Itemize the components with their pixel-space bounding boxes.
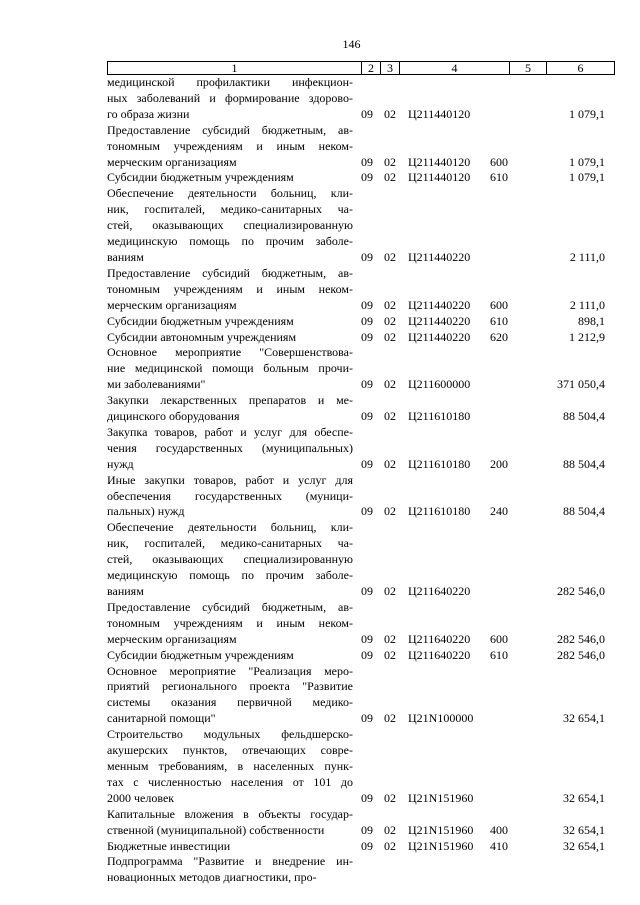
target-article-code: Ц211640220 (408, 584, 471, 599)
subsection-code: 02 (384, 822, 396, 837)
section-code: 09 (361, 329, 373, 344)
target-article-code: Ц211440220 (408, 249, 471, 264)
table-row (107, 266, 607, 314)
section-code: 09 (361, 631, 373, 646)
description-line: Предоставление субсидий бюджетным, ав- (107, 122, 353, 137)
description-line: Предоставление субсидий бюджетным, ав- (107, 599, 353, 614)
target-article-code: Ц211440120 (408, 170, 471, 185)
amount: 88 504,4 (563, 504, 605, 519)
description-line: Капитальные вложения в объекты государ- (107, 806, 353, 821)
description-line: тах с численностью населения от 101 до (107, 774, 353, 789)
description-line: тономным учреждениям и иным неком- (107, 615, 353, 630)
expense-type-code: 600 (490, 297, 508, 312)
row-codes (107, 457, 607, 473)
header-col-2: 2 (362, 62, 381, 75)
amount: 32 654,1 (563, 790, 605, 805)
section-code: 09 (361, 822, 373, 837)
row-codes (107, 648, 607, 664)
section-code: 09 (361, 504, 373, 519)
subsection-code: 02 (384, 297, 396, 312)
amount: 1 079,1 (569, 154, 605, 169)
amount: 282 546,0 (557, 647, 605, 662)
section-code: 09 (361, 647, 373, 662)
table-row (107, 393, 607, 425)
description-line: Подпрограмма "Развитие и внедрение ин- (107, 854, 353, 869)
description-line: Субсидии бюджетным учреждениям (107, 647, 294, 662)
amount: 32 654,1 (563, 711, 605, 726)
target-article-code: Ц21N151960 (408, 790, 474, 805)
row-codes (107, 377, 607, 393)
table-row (107, 123, 607, 171)
amount: 1 079,1 (569, 170, 605, 185)
amount: 88 504,4 (563, 409, 605, 424)
subsection-code: 02 (384, 711, 396, 726)
header-col-4: 4 (400, 62, 510, 75)
description-line: Обеспечение деятельности больниц, кли- (107, 520, 353, 535)
description-line: системы оказания первичной медико- (107, 695, 353, 710)
description-line: ственной (муниципальной) собственности (107, 822, 325, 837)
table-row (107, 600, 607, 648)
section-code: 09 (361, 711, 373, 726)
amount: 282 546,0 (557, 584, 605, 599)
subsection-code: 02 (384, 647, 396, 662)
description-line: стей, оказывающих специализированную (107, 218, 353, 233)
subsection-code: 02 (384, 456, 396, 471)
table-row (107, 345, 607, 393)
table-body (107, 75, 607, 886)
description-line: 2000 человек (107, 790, 175, 805)
description-line: Закупки лекарственных препаратов и ме- (107, 393, 353, 408)
subsection-code: 02 (384, 249, 396, 264)
amount: 2 111,0 (569, 297, 605, 312)
expense-type-code: 600 (490, 154, 508, 169)
description-line: стей, оказывающих специализированную (107, 552, 353, 567)
description-line: дицинского оборудования (107, 409, 240, 424)
table-row (107, 520, 607, 600)
target-article-code: Ц211610180 (408, 409, 471, 424)
description-line: обеспечения государственных (муници- (107, 488, 353, 503)
table-row (107, 839, 607, 855)
expense-type-code: 200 (490, 456, 508, 471)
description-line: медицинскую помощь по прочим заболе- (107, 234, 353, 249)
subsection-code: 02 (384, 790, 396, 805)
target-article-code: Ц211440220 (408, 297, 471, 312)
expense-type-code: 600 (490, 631, 508, 646)
row-codes (107, 155, 607, 171)
description-line: мерческим организациям (107, 631, 237, 646)
description-line: санитарной помощи" (107, 711, 216, 726)
description-line: пальных) нужд (107, 504, 185, 519)
table-row (107, 425, 607, 473)
target-article-code: Ц211440220 (408, 329, 471, 344)
subsection-code: 02 (384, 631, 396, 646)
description-line: ник, госпиталей, медико-санитарных ча- (107, 202, 353, 217)
description-line: ных заболеваний и формирование здорово- (107, 90, 353, 105)
target-article-code: Ц211640220 (408, 631, 471, 646)
table-row (107, 186, 607, 266)
section-code: 09 (361, 584, 373, 599)
description-line: Закупка товаров, работ и услуг для обеспе- (107, 424, 353, 439)
expense-type-code: 610 (490, 313, 508, 328)
section-code: 09 (361, 249, 373, 264)
subsection-code: 02 (384, 313, 396, 328)
description-line: мерческим организациям (107, 297, 237, 312)
target-article-code: Ц211610180 (408, 456, 471, 471)
subsection-code: 02 (384, 838, 396, 853)
row-codes (107, 298, 607, 314)
expense-type-code: 610 (490, 647, 508, 662)
table-row (107, 664, 607, 728)
table-row (107, 330, 607, 346)
section-code: 09 (361, 456, 373, 471)
table-row (107, 807, 607, 839)
description-line: Субсидии автономным учреждениям (107, 329, 297, 344)
subsection-code: 02 (384, 504, 396, 519)
description-line: акушерских пунктов, отвечающих совре- (107, 743, 353, 758)
description-line: нужд (107, 456, 134, 471)
target-article-code: Ц211440120 (408, 106, 471, 121)
page-number: 146 (342, 37, 361, 51)
subsection-code: 02 (384, 377, 396, 392)
row-codes (107, 839, 607, 855)
description-line: го образа жизни (107, 106, 190, 121)
description-line: ваниям (107, 584, 144, 598)
row-codes (107, 409, 607, 425)
row-codes (107, 250, 607, 266)
subsection-code: 02 (384, 106, 396, 121)
expense-type-code: 410 (490, 838, 508, 853)
amount: 32 654,1 (563, 838, 605, 853)
amount: 32 654,1 (563, 822, 605, 837)
header-row (108, 62, 615, 75)
description-line: ваниям (107, 249, 144, 264)
section-code: 09 (361, 297, 373, 312)
table-row (107, 854, 607, 886)
section-code: 09 (361, 377, 373, 392)
section-code: 09 (361, 790, 373, 805)
row-codes (107, 330, 607, 346)
table-row (107, 170, 607, 186)
amount: 1 079,1 (569, 106, 605, 121)
table-row (107, 727, 607, 807)
header-col-3: 3 (381, 62, 400, 75)
section-code: 09 (361, 106, 373, 121)
subsection-code: 02 (384, 154, 396, 169)
description-line: новационных методов диагностики, про- (107, 870, 317, 885)
description-line: медицинскую помощь по прочим заболе- (107, 568, 353, 583)
table-row (107, 473, 607, 521)
description-line: ми заболеваниями" (107, 377, 206, 392)
row-codes (107, 711, 607, 727)
table-row (107, 648, 607, 664)
target-article-code: Ц211600000 (408, 377, 471, 392)
amount: 282 546,0 (557, 631, 605, 646)
table-row (107, 75, 607, 123)
row-codes (107, 870, 607, 886)
target-article-code: Ц211440120 (408, 154, 471, 169)
amount: 2 111,0 (569, 249, 605, 264)
row-codes (107, 791, 607, 807)
description-line: чения государственных (муниципальных) (107, 440, 353, 455)
header-col-5: 5 (510, 62, 547, 75)
table-row (107, 314, 607, 330)
target-article-code: Ц211610180 (408, 504, 471, 519)
description-line: Иные закупки товаров, работ и услуг для (107, 472, 353, 487)
description-line: Субсидии бюджетным учреждениям (107, 313, 294, 328)
description-line: ник, госпиталей, медико-санитарных ча- (107, 536, 353, 551)
subsection-code: 02 (384, 584, 396, 599)
description-line: Основное мероприятие "Совершенствова- (107, 345, 353, 360)
description-line: тономным учреждениям и иным неком- (107, 138, 353, 153)
description-line: приятий регионального проекта "Развитие (107, 679, 353, 694)
target-article-code: Ц211640220 (408, 647, 471, 662)
expense-type-code: 620 (490, 329, 508, 344)
amount: 371 050,4 (557, 377, 605, 392)
section-code: 09 (361, 838, 373, 853)
table-header (107, 61, 615, 75)
subsection-code: 02 (384, 409, 396, 424)
description-line: медицинской профилактики инфекцион- (107, 75, 353, 89)
row-codes (107, 170, 607, 186)
row-codes (107, 107, 607, 123)
expense-type-code: 240 (490, 504, 508, 519)
description-line: ние медицинской помощи больным прочи- (107, 361, 353, 376)
row-codes (107, 584, 607, 600)
target-article-code: Ц21N151960 (408, 822, 474, 837)
description-line: мерческим организациям (107, 154, 237, 169)
description-line: тономным учреждениям и иным неком- (107, 281, 353, 296)
target-article-code: Ц21N100000 (408, 711, 474, 726)
section-code: 09 (361, 313, 373, 328)
expense-type-code: 400 (490, 822, 508, 837)
description-line: Строительство модульных фельдшерско- (107, 727, 353, 742)
description-line: Основное мероприятие "Реализация меро- (107, 663, 353, 678)
amount: 88 504,4 (563, 456, 605, 471)
description-line: менным требованиям, в населенных пунк- (107, 758, 353, 773)
subsection-code: 02 (384, 170, 396, 185)
amount: 898,1 (578, 313, 605, 328)
target-article-code: Ц21N151960 (408, 838, 474, 853)
section-code: 09 (361, 409, 373, 424)
description-line: Бюджетные инвестиции (107, 838, 231, 853)
row-codes (107, 314, 607, 330)
subsection-code: 02 (384, 329, 396, 344)
row-codes (107, 632, 607, 648)
row-codes (107, 504, 607, 520)
section-code: 09 (361, 154, 373, 169)
expense-type-code: 610 (490, 170, 508, 185)
description-line: Предоставление субсидий бюджетным, ав- (107, 265, 353, 280)
header-col-6: 6 (547, 62, 615, 75)
target-article-code: Ц211440220 (408, 313, 471, 328)
description-line: Обеспечение деятельности больниц, кли- (107, 186, 353, 201)
header-col-1: 1 (108, 62, 362, 75)
row-codes (107, 823, 607, 839)
description-line: Субсидии бюджетным учреждениям (107, 170, 294, 185)
amount: 1 212,9 (569, 329, 605, 344)
section-code: 09 (361, 170, 373, 185)
